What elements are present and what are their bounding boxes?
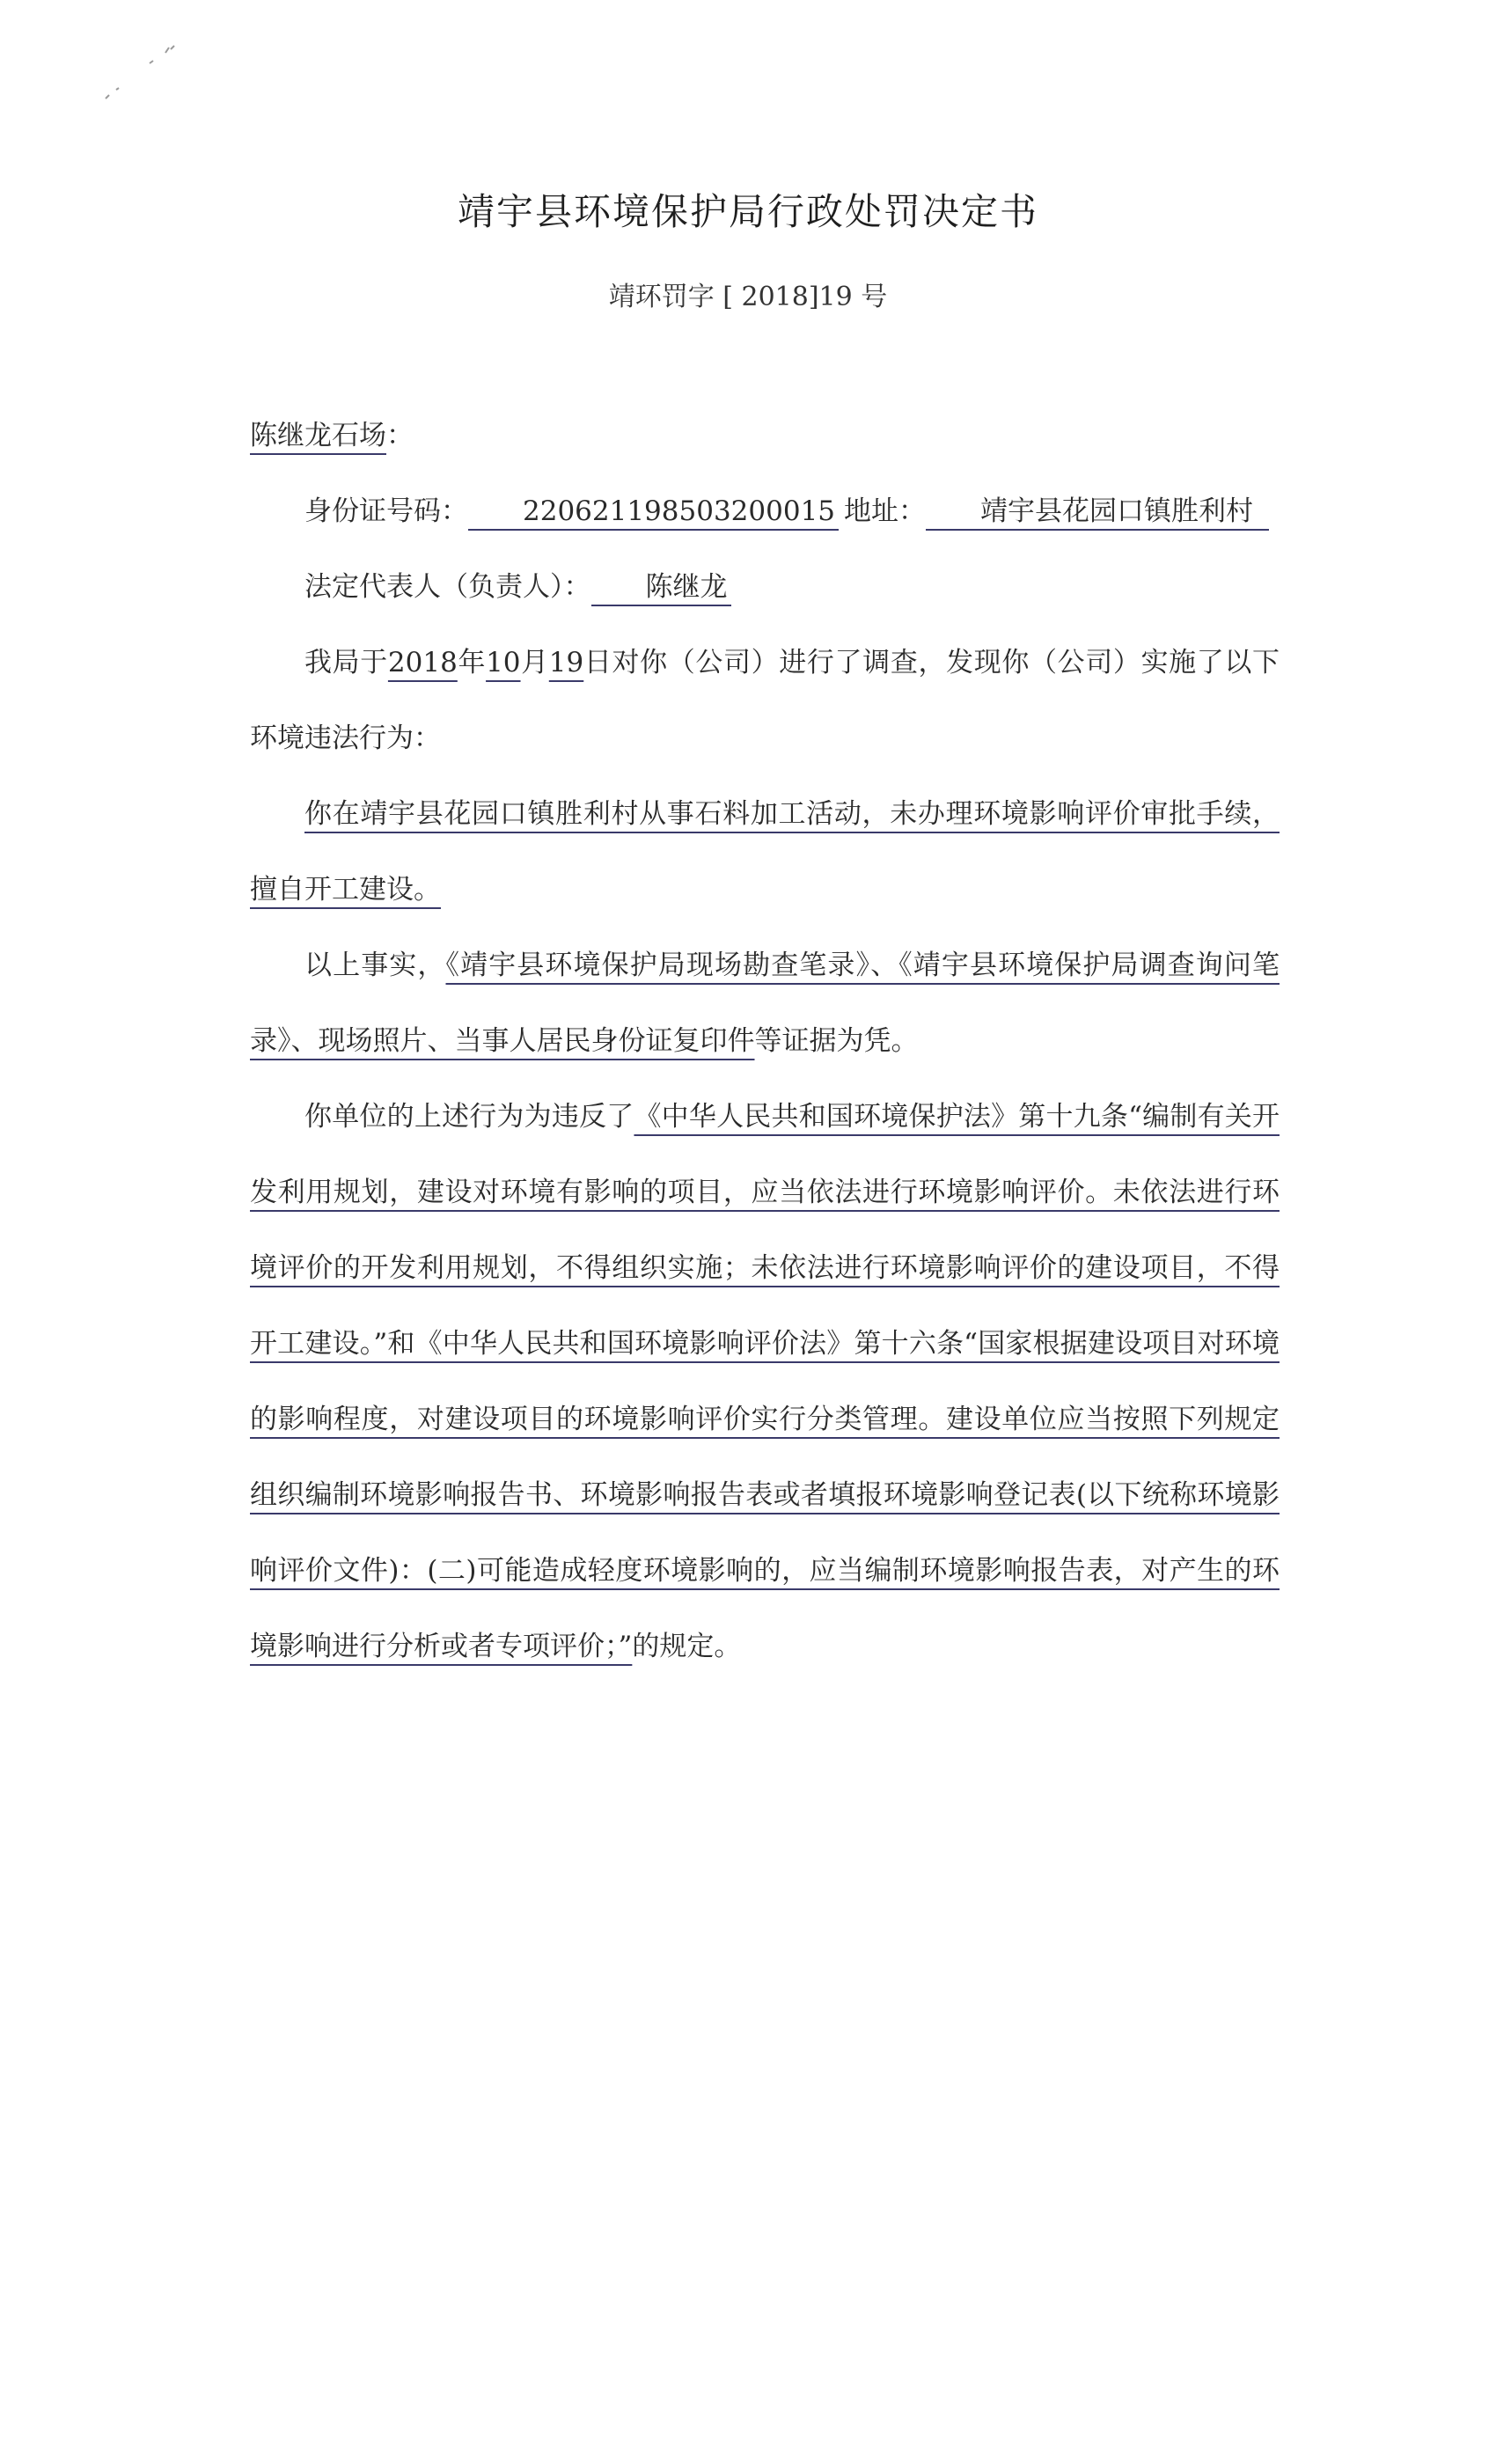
representative-line bbox=[250, 549, 1280, 625]
violation-paragraph bbox=[250, 776, 1280, 928]
month-unit: 月 bbox=[520, 647, 549, 678]
address-value: 靖宇县花园口镇胜利村 bbox=[926, 494, 1269, 531]
investigation-day: 19 bbox=[548, 647, 584, 678]
investigation-suffix: 日对你（公司）进行了调查，发现你（公司）实施了以下环境违法行为： bbox=[250, 647, 1280, 754]
violation-text: 你在靖宇县花园口镇胜利村从事石料加工活动，未办理环境影响评价审批手续，擅自开工建设。 bbox=[250, 798, 1280, 906]
representative-label: 法定代表人（负责人）： bbox=[304, 571, 591, 603]
addressee-line bbox=[250, 398, 1280, 473]
investigation-prefix: 我局于 bbox=[304, 647, 388, 678]
addressee-name: 陈继龙石场 bbox=[250, 420, 386, 451]
evidence-prefix: 以上事实， bbox=[304, 950, 446, 981]
addressee-colon: ： bbox=[386, 420, 414, 451]
investigation-year: 2018 bbox=[387, 647, 458, 678]
document-title: 靖宇县环境保护局行政处罚决定书 bbox=[457, 190, 1038, 233]
document-number: 靖环罚字 [ 2018]19 号 bbox=[608, 282, 888, 312]
representative-value: 陈继龙 bbox=[591, 569, 731, 606]
scan-speck-marks bbox=[97, 37, 185, 107]
legal-basis-paragraph bbox=[250, 1079, 1280, 1684]
investigation-paragraph bbox=[250, 625, 1280, 776]
address-label: 地址： bbox=[844, 495, 927, 527]
evidence-paragraph bbox=[250, 928, 1280, 1079]
legal-basis-suffix: 的规定。 bbox=[632, 1631, 742, 1662]
id-label: 身份证号码： bbox=[304, 495, 468, 527]
investigation-month: 10 bbox=[486, 647, 521, 678]
document-body bbox=[250, 398, 1280, 1684]
legal-basis-prefix: 你单位的上述行为为违反了 bbox=[304, 1101, 634, 1133]
year-unit: 年 bbox=[457, 647, 487, 678]
identity-line bbox=[250, 473, 1280, 549]
legal-basis-text: 《中华人民共和国环境保护法》第十九条“编制有关开发利用规划，建设对环境有影响的项目，应当依法进行环境影响评价。未依法进行环境评价的开发利用规划，不得组织实施；未依法进行环境影响评价的建设项目，不得开工建设。”和《中华人民共和国环境影响评价法》第十六条“国家根据建设项目对环境的影响程度，对建设项目的环境影响评价实行分类管理。建设单位应当按照下列规定组织编制环境影响报告书、环境影响报告表或者填报环境影响登记表(以下统称环境影响评价文件)：(二)可能造成轻度环境影响的，应当编制环境影响报告表，对产生的环境影响进行分析或者专项评价；” bbox=[250, 1101, 1280, 1662]
id-number-value: 220621198503200015 bbox=[468, 494, 839, 531]
evidence-items: 《靖宇县环境保护局现场勘查笔录》、《靖宇县环境保护局调查询问笔录》、现场照片、当事人居民身份证复印件 bbox=[250, 950, 1280, 1057]
evidence-suffix: 等证据为凭。 bbox=[754, 1025, 919, 1057]
